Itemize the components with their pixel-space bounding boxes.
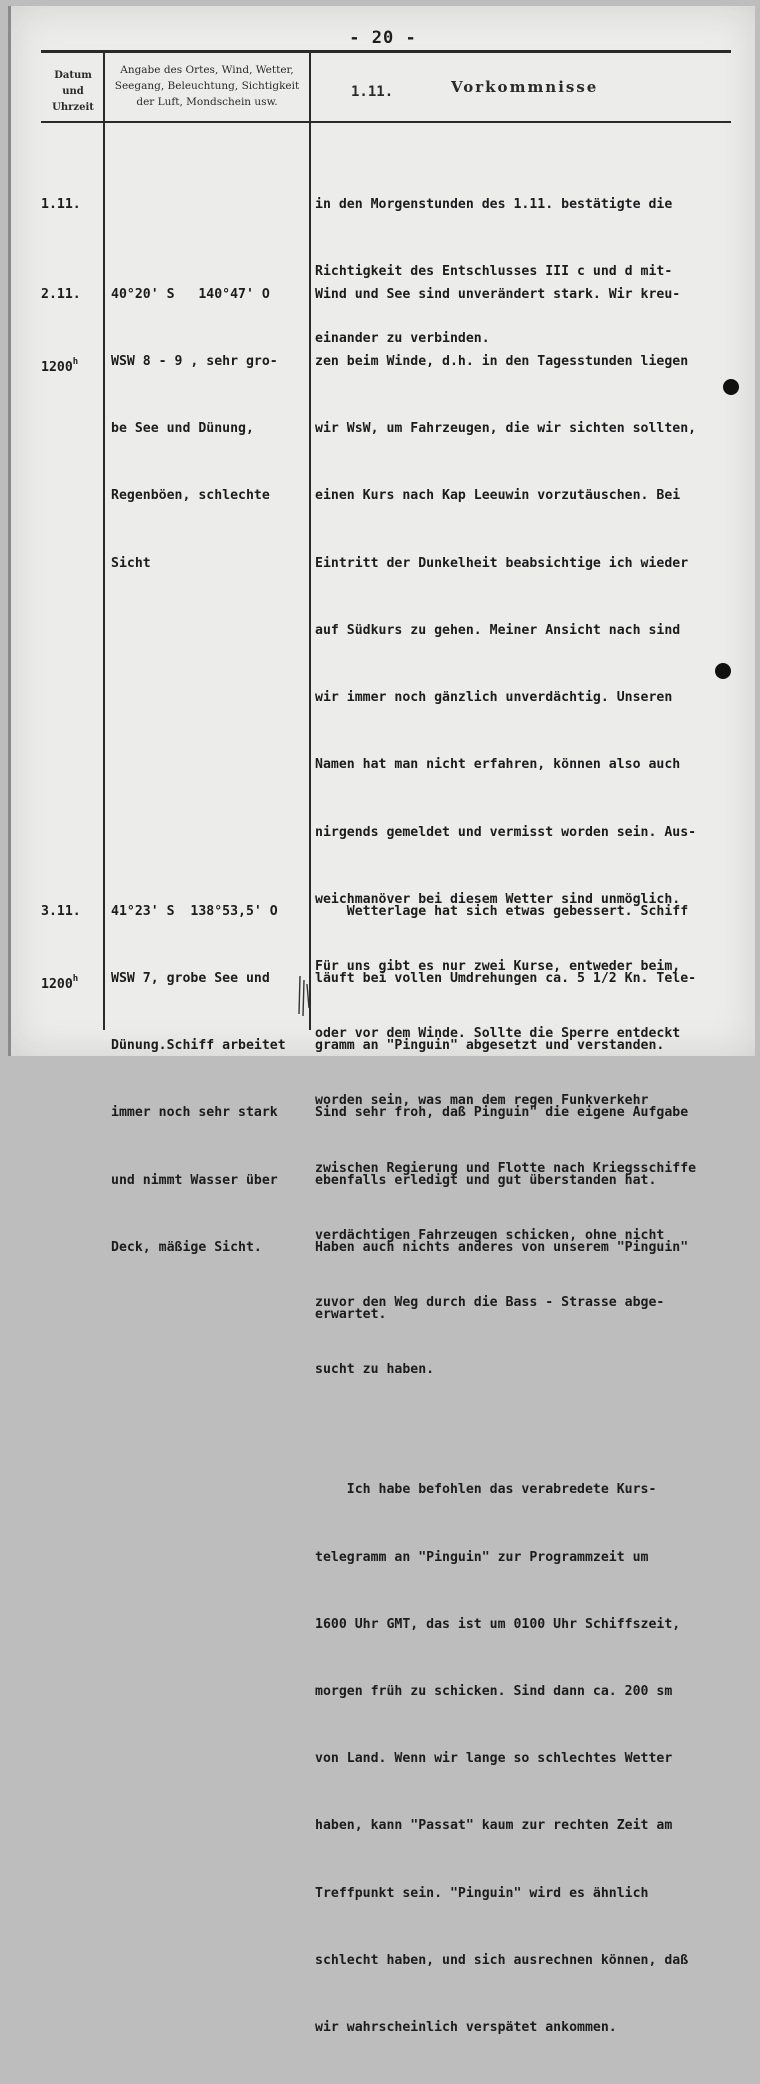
pencil-mark-icon [296,974,316,1018]
entry-text-line: Sind sehr froh, daß Pinguin" die eigene Aufgabe [315,1105,689,1121]
entry-text-line: Richtigkeit des Entschlusses III c und d mit- [315,264,673,280]
entry-text-line: gramm an "Pinguin" abgesetzt und verstanden. [315,1038,665,1054]
entry-text-line: zuvor den Weg durch die Bass - Strasse abge- [315,1295,665,1311]
entry-time-value: 1200 [41,977,73,993]
header-date-line: Datum [54,70,92,81]
entry-location-line: Dünung.Schiff arbeitet [111,1038,286,1054]
entry-time [41,968,101,996]
entry-text-line: Wind und See sind unverändert stark. Wir kreu- [315,286,681,302]
entry-text-line: zen beim Winde, d.h. in den Tagesstunden liegen [315,354,689,370]
entry-time-suffix: h [72,974,79,985]
entry-text-line: Namen hat man nicht erfahren, können also auch [315,757,681,773]
entry-text-line: schlecht haben, und sich ausrechnen können, daß [315,1952,689,1968]
entry-text-line: telegramm an "Pinguin" zur Programmzeit um [315,1549,649,1565]
entry-time-value: 1200 [41,360,73,376]
entry-text-line: ebenfalls erledigt und gut überstanden hat. [315,1172,657,1188]
entry-text-line: Wetterlage hat sich etwas gebessert. Schiff [315,903,689,919]
entry-text-line: wir immer noch gänzlich unverdächtig. Unseren [315,690,673,706]
entry-location-line: 41°23' S 138°53,5' O [111,903,278,919]
column-divider-date [103,50,105,1030]
header-location-line: Seegang, Beleuchtung, Sichtigkeit [114,80,300,92]
entry-text [315,856,751,1371]
ink-blot [723,379,739,395]
page-number: - 20 - [349,28,417,48]
ink-blot [715,663,731,679]
entry-location-line: Regenböen, schlechte [111,488,270,504]
entry-text-line: verdächtigen Fahrzeugen schicken, ohne nicht [315,1227,665,1243]
entry-date-line: 2.11. [41,286,81,302]
entry-text-line: läuft bei vollen Umdrehungen ca. 5 1/2 Kn. Tele- [315,971,697,987]
entry-text-line: Ich habe befohlen das verabredete Kurs- [315,1482,657,1498]
entry-text-line [315,1427,751,1435]
header-day: 1.11. [351,84,394,100]
entry-location-line: WSW 8 - 9 , sehr gro- [111,354,278,370]
entry-text-line: wir wahrscheinlich verspätet ankommen. [315,2020,617,2036]
header-location-line: Angabe des Ortes, Wind, Wetter, [120,64,294,76]
header-location-line: der Luft, Mondschein usw. [136,96,278,108]
entry-text-line: Eintritt der Dunkelheit beabsichtige ich wieder [315,555,689,571]
entry-text-line: haben, kann "Passat" kaum zur rechten Zeit am [315,1818,673,1834]
entry-location-line: WSW 7, grobe See und [111,971,270,987]
entry-date-line: 1.11. [41,196,81,212]
entry-text-line: auf Südkurs zu gehen. Meiner Ansicht nach sind [315,622,681,638]
entry-time [41,351,101,379]
entry-text-line: zwischen Regierung und Flotte nach Kriegsschiffe [315,1160,697,1176]
entry-text-line: Haben auch nichts anderes von unserem "Pinguin" [315,1239,689,1255]
entry-text-line: weichmanöver bei diesem Wetter sind unmöglich. [315,891,681,907]
header-date-column [43,68,103,116]
entry-location-line: Sicht [111,555,151,571]
header-date-line: und [62,86,84,97]
entry-location-line: immer noch sehr stark [111,1105,278,1121]
entry-text-line: in den Morgenstunden des 1.11. bestätigte die [315,196,673,212]
entry-text-line: einen Kurs nach Kap Leeuwin vorzutäuschen. Bei [315,488,681,504]
entry-time-suffix: h [72,357,79,368]
entry-text-line: oder vor dem Winde. Sollte die Sperre entdeckt [315,1026,681,1042]
table-header-rule [41,121,731,123]
entry-date-line: 3.11. [41,903,81,919]
document-page [8,6,755,2036]
entry-text-line: 1600 Uhr GMT, das ist um 0100 Uhr Schiffszeit, [315,1616,681,1632]
header-events-column: Vorkommnisse [451,78,599,96]
entry-text-line: einander zu verbinden. [315,331,490,347]
entry-location [111,239,307,620]
entry-text-line: morgen früh zu schicken. Sind dann ca. 200 sm [315,1684,673,1699]
entry-text-line: nirgends gemeldet und vermisst worden sein. Aus- [315,824,697,840]
entry-text-line: erwartet. [315,1307,387,1323]
header-date-line: Uhrzeit [52,102,94,113]
entry-text-line: von Land. Wenn wir lange so schlechtes Wetter [315,1751,673,1767]
column-divider-location [309,50,311,1030]
entry-text-line: Für uns gibt es nur zwei Kurse, entweder beim, [315,959,681,974]
entry-text-line: wir WsW, um Fahrzeugen, die wir sichten sollten, [315,421,697,437]
entry-location-line: und nimmt Wasser über [111,1172,278,1188]
entry-date [41,856,101,1041]
entry-text-line: sucht zu haben. [315,1362,435,1378]
entry-text-line: worden sein, was man dem regen Funkverkehr [315,1093,649,1109]
entry-date [41,239,101,424]
entry-location-line: 40°20' S 140°47' O [111,286,270,302]
entry-text-line: Treffpunkt sein. "Pinguin" wird es ähnlich [315,1885,649,1901]
entry-location [111,856,307,1304]
entry-location-line: be See und Dünung, [111,421,254,437]
header-location-column [107,62,307,110]
table-top-rule [41,50,731,53]
entry-location-line: Deck, mäßige Sicht. [111,1239,262,1255]
